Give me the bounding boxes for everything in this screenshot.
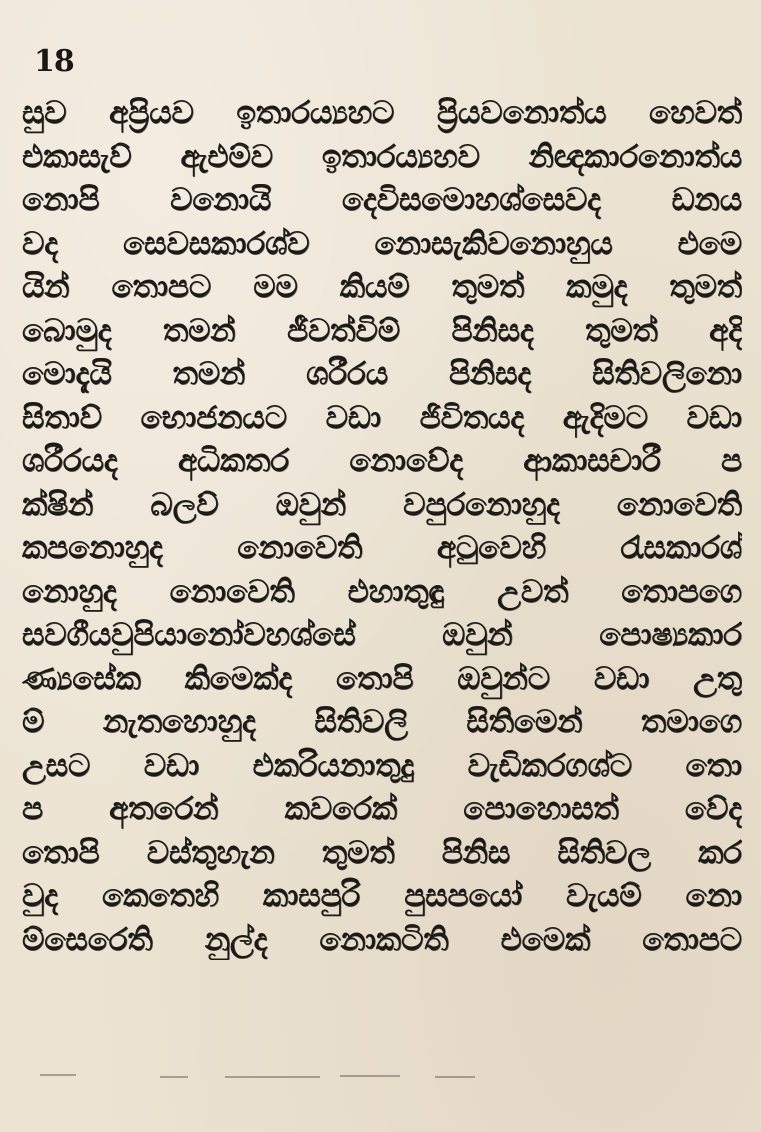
text-line: වද සෙවසකාරශ්ව නොසැකිවනොහුය එමෙ bbox=[22, 225, 742, 262]
text-line: ක්ෂින් බලව් ඔවුන් වපුරනොහුද නොවෙති bbox=[22, 486, 742, 523]
text-line: ශරීරයද අධිකතර නොවේද ආකාසචාරී ප bbox=[22, 443, 742, 479]
text-line: නොහුද නොවෙති එහාතුඳු උවත් තොපගෙ bbox=[22, 573, 742, 610]
text-line: සිතාව් භොජනයට වඩා ජිවිතයද ඇදිමට වඩා bbox=[22, 399, 742, 436]
text-line: සවගීයවුපියානෝවහශ්සේ ඔවුන් පොෂ්‍යකාර bbox=[22, 617, 742, 653]
text-line: ප අතරෙන් කවරෙක් පොහොසත් වේද bbox=[22, 791, 742, 827]
text-line: මොදැයි තමන් ශරීරය පිනිසද සිතිවලිනො bbox=[22, 356, 742, 392]
text-line: බොමුද තමන් ජීවත්විම් පිනිසද තුමත් අදි bbox=[22, 312, 742, 349]
text-line: ම්සෙරෙති නුල්ද නොකටිති එමෙක් තොපට bbox=[22, 921, 742, 958]
text-line: ම් නැතහොහුද සිතිවලි සිතිමෙන් තමාගෙ bbox=[22, 704, 742, 740]
text-line: එකාසැව් ඇඑම්ව ඉතාරය්‍යහව නිඥකාරනොත්ය bbox=[22, 138, 742, 175]
text-line: නොපි වනොයි දෙවිසමොහශ්සෙවද ඩනය bbox=[22, 182, 742, 218]
text-line: වුද කෙතෙහි කාසපුරි පුසපයෝ වැයම් නො bbox=[22, 878, 742, 914]
text-line: තොපි වස්තුහැන තුමත් පිනිස සිතිවල කර bbox=[22, 834, 742, 871]
text-line: සුව අප්‍රියව ඉතාරය්‍යහට ප්‍රියවනොත්ය හෙවත් bbox=[22, 95, 742, 131]
text-line: උසට වඩා එකරියනාතුදු වැඩිකරගශ්ට තො bbox=[22, 747, 742, 784]
page-number: 18 bbox=[34, 44, 74, 79]
body-text bbox=[22, 92, 742, 962]
text-line: කපනොහුද නොවෙති අටුවෙහි රැසකාරශ් bbox=[22, 530, 742, 566]
text-line: යින් තොපට මම කියම් තුමත් කමුද තුමත් bbox=[22, 269, 742, 305]
text-line: ණ්‍යසේක කිමෙක්ද තොපි ඔවුන්ට වඩා උතු bbox=[22, 660, 742, 697]
print-smudge-marks bbox=[40, 1064, 500, 1084]
